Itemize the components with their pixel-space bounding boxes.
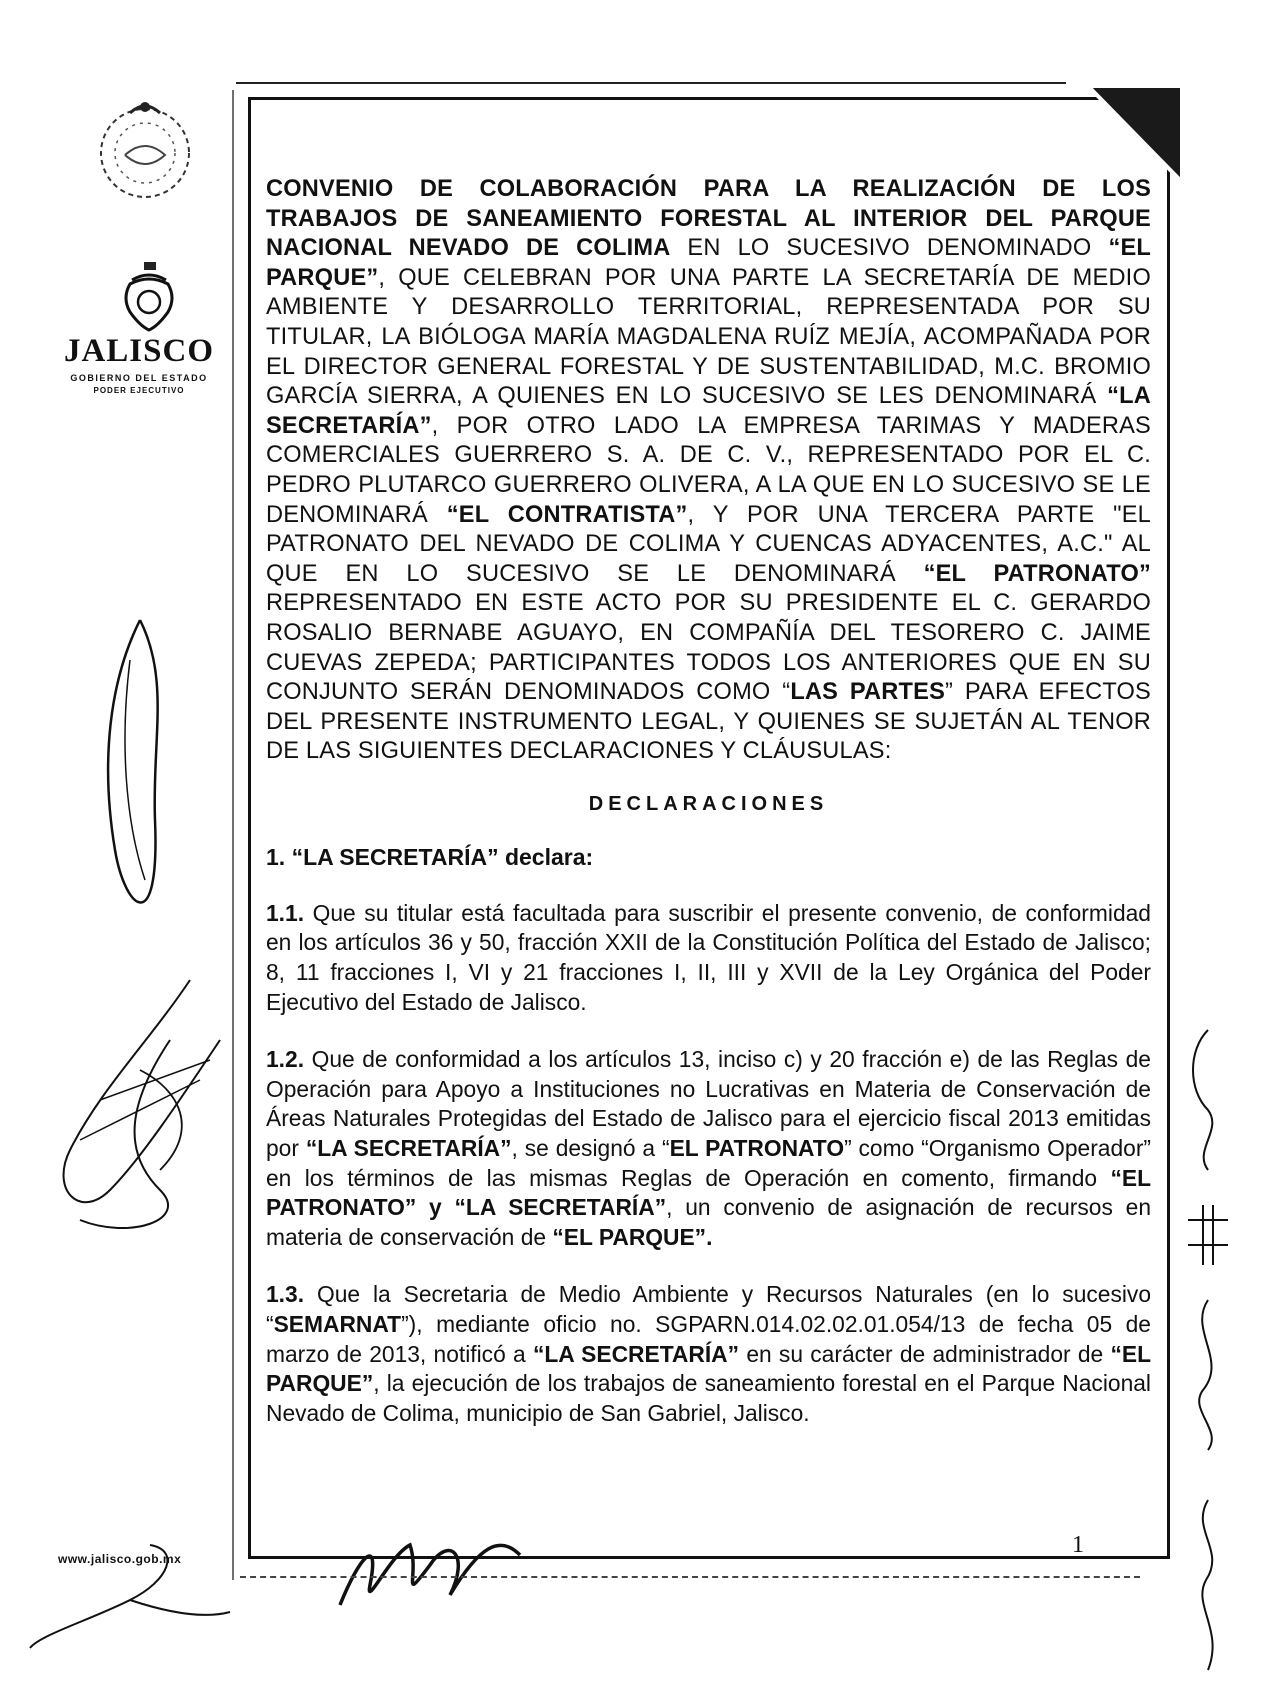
declaration-paragraph <box>266 899 1151 1017</box>
text-run: , POR OTRO LADO LA EMPRESA TARIMAS Y MADERAS COMERCIALES GUERRERO S. A. DE C. V., REPRESENTADO POR EL C. PEDRO PLUTARCO GUERRERO OLIVERA, A LA QUE EN LO SUCESIVO SE LE DENOMINARÁ <box>266 412 1151 528</box>
section-title: 1. “LA SECRETARÍA” declara: <box>266 843 594 870</box>
bold-text-run: “EL CONTRATISTA” <box>446 501 688 528</box>
margin-signature-left <box>100 620 180 950</box>
bold-text-run: SEMARNAT <box>273 1311 402 1337</box>
bold-text-run: “EL PARQUE” <box>266 235 1151 291</box>
bold-text-run: 1.3. <box>266 1281 305 1308</box>
folded-corner <box>1090 88 1180 180</box>
text-run: ”), mediante oficio no. SGPARN.014.02.02.01.054/13 de fecha 05 de marzo de 2013, notificó a <box>266 1311 1151 1367</box>
bold-text-run: “EL PARQUE” <box>266 1340 1152 1397</box>
margin-signature-right <box>1178 1030 1238 1680</box>
bold-text-run: CONVENIO DE COLABORACIÓN PARA LA REALIZACIÓN DE LOS TRABAJOS DE SANEAMIENTO FORESTAL AL INTERIOR DEL PARQUE NACIONAL NEVADO DE COLIMA <box>266 176 1151 262</box>
text-run: , Y POR UNA TERCERA PARTE "EL PATRONATO DEL NEVADO DE COLIMA Y CUENCAS ADYACENTES, A.C." AL QUE EN LO SUCESIVO SE LE DENOMINARÁ <box>266 501 1151 587</box>
frame-top-rule <box>236 82 1066 84</box>
text-run: , se designó a “ <box>511 1135 670 1162</box>
document-body <box>266 175 1151 1428</box>
bold-text-run: “EL PATRONATO” <box>923 560 1151 587</box>
declarations-heading: DECLARACIONES <box>588 792 829 815</box>
branch-line: PODER EJECUTIVO <box>93 386 185 395</box>
text-run: ” PARA EFECTOS DEL PRESENTE INSTRUMENTO LEGAL, Y QUIENES SE SUJETÁN AL TENOR DE LAS SIGUIENTES DECLARACIONES Y CLÁUSULAS: <box>266 679 1151 765</box>
text-run: , QUE CELEBRAN POR UNA PARTE LA SECRETARÍA DE MEDIO AMBIENTE Y DESARROLLO TERRITORIAL, REPRESENTADA POR SU TITULAR, LA BIÓLOGA MARÍA MAGDALENA RUÍZ MEJÍA, ACOMPAÑADA POR EL DIRECTOR GENERAL FORESTAL Y DE SUSTENTABILIDAD, M.C. BROMIO GARCÍA SIERRA, A QUIENES EN LO SUCESIVO SE LES DENOMINARÁ <box>266 264 1151 410</box>
declaration-paragraph <box>266 1045 1151 1252</box>
bold-text-run: 1.2. <box>266 1046 305 1073</box>
text-run: , la ejecución de los trabajos de saneamiento forestal en el Parque Nacional Nevado de Colima, municipio de San Gabriel, Jalisco. <box>266 1370 1151 1426</box>
margin-signature-lower-left <box>40 980 230 1240</box>
declaration-paragraph <box>266 1280 1151 1428</box>
seal-icon <box>90 95 200 205</box>
bold-text-run: EL PATRONATO <box>669 1135 845 1162</box>
state-name: JALISCO <box>63 333 215 369</box>
state-crest-icon <box>118 262 180 337</box>
text-run: , un convenio de asignación de recursos en materia de conservación de <box>266 1194 1151 1250</box>
text-run: REPRESENTADO EN ESTE ACTO POR SU PRESIDENTE EL C. GERARDO ROSALIO BERNABE AGUAYO, EN COMPAÑÍA DEL TESORERO C. JAIME CUEVAS ZEPEDA; PARTICIPANTES TODOS LOS ANTERIORES QUE EN SU CONJUNTO SERÁN DENOMINADOS COMO “ <box>266 590 1151 706</box>
text-run: Que su titular está facultada para suscribir el presente convenio, de conformidad en los artículos 36 y 50, fracción XXII de la Constitución Política del Estado de Jalisco; 8, 11 fracciones I, VI y 21 fracciones I, II, III y XVII de la Ley Orgánica del Poder Ejecutivo del Estado de Jalisco. <box>266 899 1151 1015</box>
bold-text-run: “LA SECRETARÍA” <box>532 1340 740 1367</box>
bold-text-run: “LA SECRETARÍA” <box>266 383 1151 439</box>
text-run: ” como “Organismo Operador” en los términos de las mismas Reglas de Operación en comento, firmando <box>266 1135 1151 1191</box>
bold-text-run: LAS PARTES <box>790 679 946 706</box>
text-run: Que de conformidad a los artículos 13, inciso c) y 20 fracción e) de las Reglas de Operación para Apoyo a Instituciones no Lucrativas en Materia de Conservación de Áreas Naturales Protegidas del Estado de Jalisco para el ejercicio fiscal 2013 emitidas por <box>266 1046 1151 1162</box>
text-run: Que la Secretaria de Medio Ambiente y Recursos Naturales (en lo sucesivo “ <box>266 1281 1151 1337</box>
bottom-rule <box>240 1576 1140 1578</box>
bold-text-run: “EL PATRONATO” y “LA SECRETARÍA” <box>266 1164 1151 1221</box>
bold-text-run: “EL PARQUE”. <box>552 1223 713 1250</box>
text-run: en su carácter de administrador de <box>739 1340 1111 1367</box>
text-run: EN LO SUCESIVO DENOMINADO <box>670 235 1109 262</box>
page-number: 1 <box>1072 1532 1084 1558</box>
bottom-left-signature <box>30 1540 230 1650</box>
frame-left-rule <box>232 90 234 1580</box>
agreement-title <box>266 175 1151 767</box>
website-link[interactable]: www.jalisco.gob.mx <box>58 1552 182 1566</box>
bold-text-run: 1.1. <box>266 899 305 926</box>
government-line: GOBIERNO DEL ESTADO <box>70 373 208 383</box>
bold-text-run: “LA SECRETARÍA” <box>305 1135 512 1162</box>
